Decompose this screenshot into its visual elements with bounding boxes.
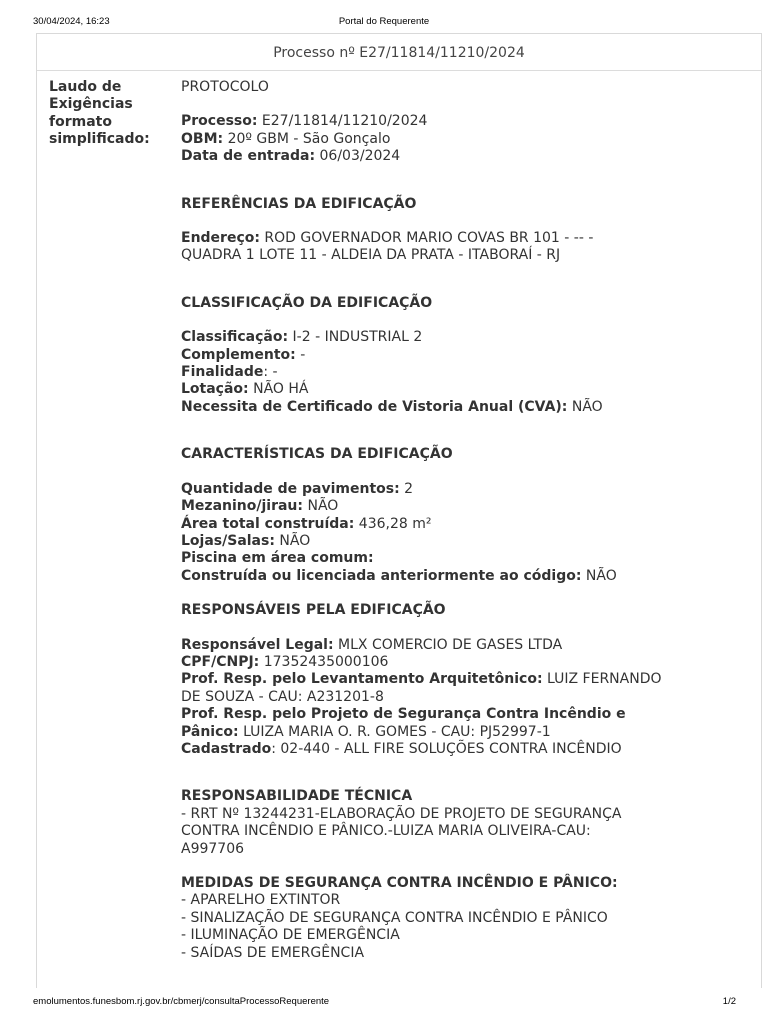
classificacao-row [181, 329, 741, 346]
endereco-row [181, 230, 741, 247]
finalidade-label: Finalidade [181, 364, 264, 381]
page-number: 1/2 [722, 996, 736, 1007]
side-label [49, 79, 174, 149]
medida-item: - APARELHO EXTINTOR [181, 892, 341, 909]
pavimentos-label: Quantidade de pavimentos: [181, 480, 400, 497]
cva-value: NÃO [571, 398, 603, 415]
lojas-label: Lojas/Salas: [181, 532, 275, 549]
referencias-title: REFERÊNCIAS DA EDIFICAÇÃO [181, 195, 417, 212]
arq-row [181, 671, 741, 688]
construida-label: Construída ou licenciada anteriormente ao código: [181, 567, 582, 584]
pavimentos-value: 2 [404, 480, 414, 497]
finalidade-value: : - [263, 364, 278, 381]
lotacao-label: Lotação: [181, 381, 249, 398]
cpf-label: CPF/CNPJ: [181, 653, 260, 670]
responsabilidade-line: A997706 [181, 840, 245, 857]
processo-label: Processo: [181, 113, 258, 130]
arq-label: Prof. Resp. pelo Levantamento Arquitetônico: [181, 671, 543, 688]
mezanino-row [181, 498, 741, 515]
legal-label: Responsável Legal: [181, 636, 334, 653]
processo-value: E27/11814/11210/2024 [261, 113, 428, 130]
protocolo-title: PROTOCOLO [181, 79, 269, 95]
processo-row [181, 113, 741, 130]
responsaveis-title: RESPONSÁVEIS PELA EDIFICAÇÃO [181, 602, 446, 619]
print-date: 30/04/2024, 16:23 [33, 16, 110, 27]
obm-row [181, 131, 741, 148]
data-entrada-row [181, 148, 741, 165]
cpf-row [181, 654, 741, 671]
caracteristicas-title: CARACTERÍSTICAS DA EDIFICAÇÃO [181, 446, 453, 463]
seg-value: LUIZA MARIA O. R. GOMES - CAU: PJ52997-1 [243, 723, 551, 740]
responsabilidade-title: RESPONSABILIDADE TÉCNICA [181, 788, 413, 805]
lotacao-value: NÃO HÁ [253, 381, 309, 398]
endereco-line2: QUADRA 1 LOTE 11 - ALDEIA DA PRATA - ITABORAÍ - RJ [181, 247, 561, 264]
obm-value: 20º GBM - São Gonçalo [227, 130, 391, 147]
seg-label-line2: Pânico: [181, 723, 239, 740]
finalidade-row [181, 364, 741, 381]
construida-value: NÃO [585, 567, 617, 584]
complemento-value: - [300, 346, 306, 363]
medida-item: - SAÍDAS DE EMERGÊNCIA [181, 944, 365, 961]
pavimentos-row [181, 481, 741, 498]
process-header: Processo nº E27/11814/11210/2024 [37, 34, 761, 71]
legal-row [181, 637, 741, 654]
classificacao-title: CLASSIFICAÇÃO DA EDIFICAÇÃO [181, 294, 433, 311]
area-row [181, 516, 741, 533]
print-title: Portal do Requerente [338, 16, 430, 27]
cad-row [181, 741, 741, 758]
side-label-line: formato [49, 113, 112, 130]
responsabilidade-line: CONTRA INCÊNDIO E PÂNICO.-LUIZA MARIA OLIVEIRA-CAU: [181, 823, 591, 840]
cva-label: Necessita de Certificado de Vistoria Anual (CVA): [181, 398, 568, 415]
cad-value: : 02-440 - ALL FIRE SOLUÇÕES CONTRA INCÊNDIO [271, 740, 622, 757]
mezanino-label: Mezanino/jirau: [181, 498, 304, 515]
piscina-label: Piscina em área comum: [181, 550, 374, 567]
seg-row [181, 724, 741, 741]
arq-value-line2: DE SOUZA - CAU: A231201-8 [181, 688, 384, 705]
mezanino-value: NÃO [307, 498, 339, 515]
medidas-title: MEDIDAS DE SEGURANÇA CONTRA INCÊNDIO E PÂNICO: [181, 875, 618, 891]
data-entrada-label: Data de entrada: [181, 148, 316, 165]
details [181, 79, 741, 962]
print-url: emolumentos.funesbom.rj.gov.br/cbmerj/consultaProcessoRequerente [33, 996, 330, 1007]
complemento-label: Complemento: [181, 346, 296, 363]
lojas-row [181, 533, 741, 550]
construida-row [181, 568, 741, 585]
classificacao-value: I-2 - INDUSTRIAL 2 [292, 329, 423, 346]
print-header [0, 16, 768, 30]
side-label-line: simplificado: [49, 131, 150, 148]
seg-label-line1: Prof. Resp. pelo Projeto de Segurança Contra Incêndio e [181, 706, 626, 723]
arq-value: LUIZ FERNANDO [547, 671, 662, 688]
side-label-line: Laudo de [49, 79, 122, 95]
lotacao-row [181, 381, 741, 398]
area-value: 436,28 m² [358, 515, 432, 532]
complemento-row [181, 347, 741, 364]
medida-item: - SINALIZAÇÃO DE SEGURANÇA CONTRA INCÊNDIO E PÂNICO [181, 909, 608, 926]
data-entrada-value: 06/03/2024 [319, 148, 401, 165]
cad-label: Cadastrado [181, 740, 272, 757]
lojas-value: NÃO [279, 532, 311, 549]
medida-item: - ILUMINAÇÃO DE EMERGÊNCIA [181, 927, 400, 944]
endereco-label: Endereço: [181, 230, 260, 247]
print-footer [0, 996, 768, 1010]
classificacao-label: Classificação: [181, 329, 289, 346]
responsabilidade-line: - RRT Nº 13244231-ELABORAÇÃO DE PROJETO DE SEGURANÇA [181, 805, 622, 822]
piscina-row [181, 550, 741, 567]
document-frame [36, 33, 762, 988]
endereco-value: ROD GOVERNADOR MARIO COVAS BR 101 - -- - [264, 230, 594, 247]
side-label-line: Exigências [49, 96, 133, 113]
obm-label: OBM: [181, 130, 224, 147]
cva-row [181, 399, 741, 416]
cpf-value: 17352435000106 [263, 653, 389, 670]
legal-value: MLX COMERCIO DE GASES LTDA [338, 636, 563, 653]
area-label: Área total construída: [181, 515, 355, 532]
